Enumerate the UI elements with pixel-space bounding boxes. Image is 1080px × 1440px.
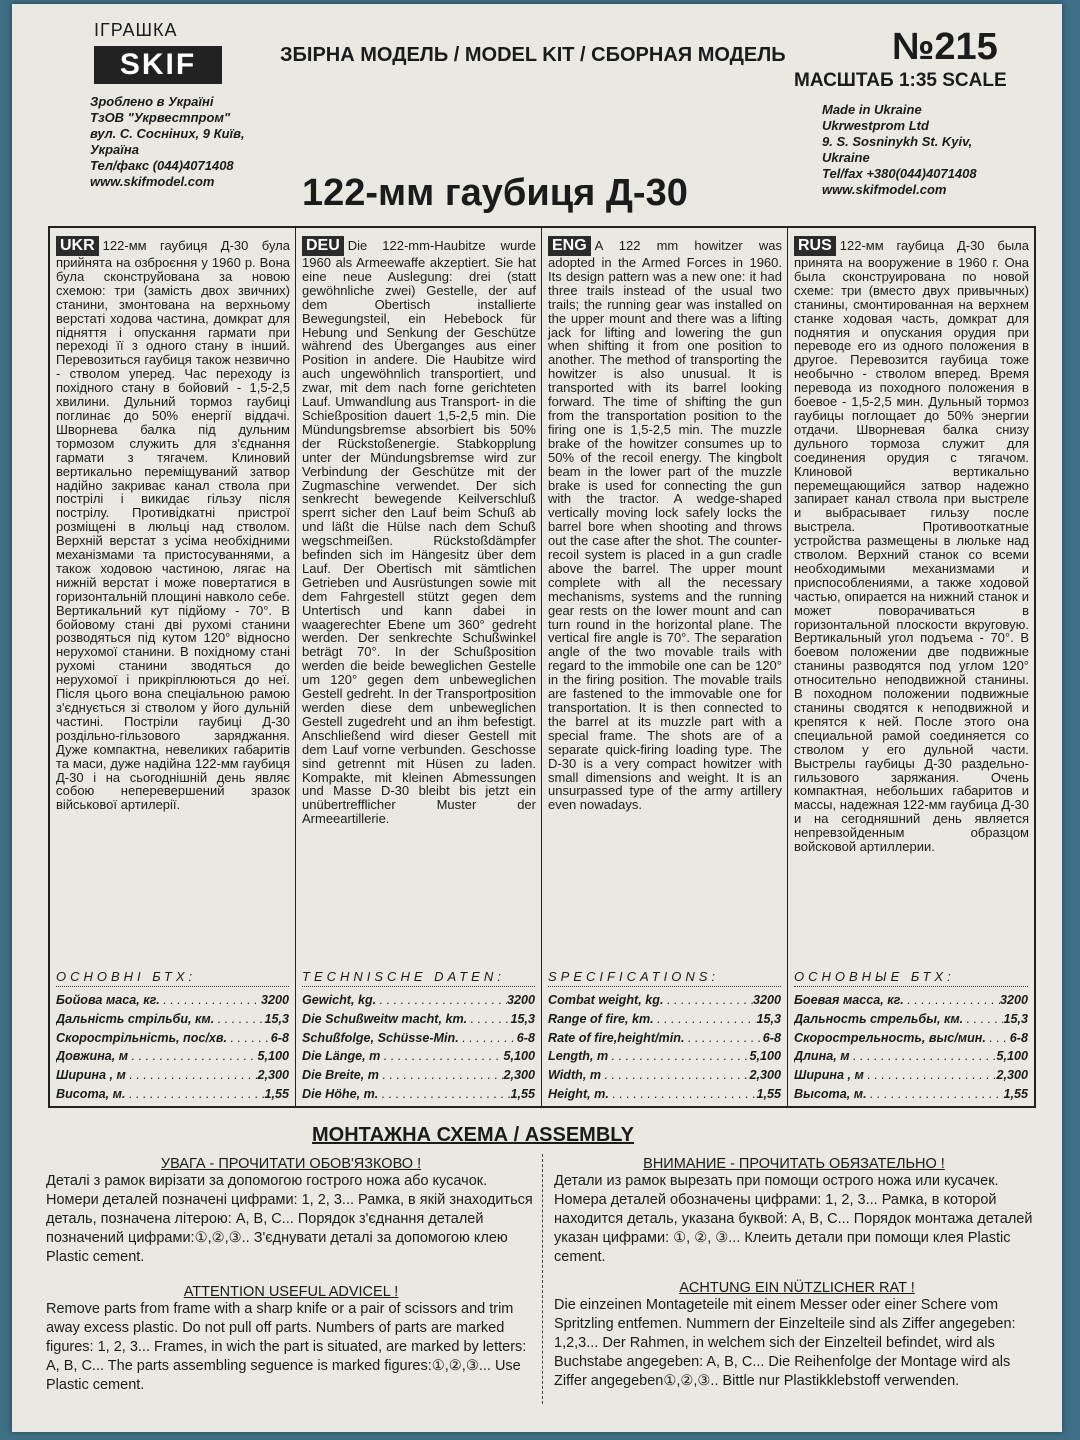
kit-number: №215 bbox=[892, 26, 998, 68]
spec-value: 2,300 bbox=[996, 1068, 1028, 1083]
spec-label: Die Breite, m . . . bbox=[302, 1066, 503, 1085]
warning-text-ukr: Деталі з рамок вирізати за допомогою гострого ножа або кусачок. Номери деталей позначені цифрами: 1, 2, 3... Рамка, в якій знаходиться деталь, позначена літерою: А, В, С... Порядок з'єднання деталей позначений цифрами:①,②,③.. З'єднувати деталі за допомогою клею Plastic cement. bbox=[46, 1173, 533, 1265]
spec-value: 3200 bbox=[260, 992, 289, 1007]
specs-ukr bbox=[56, 970, 289, 1104]
address-line: www.skifmodel.com bbox=[90, 174, 215, 189]
address-line: Зроблено в Україні bbox=[90, 94, 214, 109]
spec-label: Height, m. . . . bbox=[548, 1085, 756, 1104]
spec-value: 15,3 bbox=[1003, 1011, 1028, 1026]
lang-tag-rus: RUS bbox=[794, 236, 836, 256]
spec-label: Дальность стрельбы, км. . . . bbox=[794, 1010, 1003, 1029]
warning-title-rus: ВНИМАНИЕ - ПРОЧИТАТЬ ОБЯЗАТЕЛЬНО ! bbox=[643, 1156, 945, 1172]
kit-line: ЗБІРНА МОДЕЛЬ / MODEL KIT / СБОРНАЯ МОДЕЛЬ bbox=[280, 44, 786, 66]
spec-title: ОСНОВНЫЕ БТХ: bbox=[794, 970, 1028, 987]
spec-row bbox=[794, 991, 1028, 1010]
spec-row bbox=[302, 1010, 535, 1029]
scale-label: МАСШТАБ 1:35 SCALE bbox=[794, 70, 1007, 91]
address-line: 9. S. Sosninykh St. Kyiv, bbox=[822, 134, 973, 149]
spec-value: 15,3 bbox=[264, 1011, 289, 1026]
address-line: Ukraine bbox=[822, 150, 870, 165]
spec-value: 5,100 bbox=[749, 1049, 781, 1064]
spec-row bbox=[302, 1085, 535, 1104]
spec-row bbox=[302, 1029, 535, 1048]
address-line: Тел/факс (044)4071408 bbox=[90, 158, 234, 173]
column-deu bbox=[296, 228, 542, 1106]
spec-row bbox=[56, 1066, 289, 1085]
spec-label: Ширина , м . . . bbox=[794, 1066, 996, 1085]
spec-label: Скорострельность, выс/мин. . . . bbox=[794, 1029, 1010, 1048]
spec-value: 5,100 bbox=[503, 1049, 535, 1064]
warning-text-eng: Remove parts from frame with a sharp knife or a pair of scissors and trim away excess plastic. Do not pull off parts. Numbers of parts are marked figures: 1, 2, 3... Frames, in wich the part is situated, are marked by letters: A, B, C... The parts assembling seguence is marked figures:①,②,③... Use Plastic cement. bbox=[46, 1301, 527, 1393]
spec-value: 6-8 bbox=[270, 1030, 289, 1045]
address-line: ТзОВ "Укрвестпром" bbox=[90, 110, 231, 125]
spec-row bbox=[794, 1085, 1028, 1104]
skif-logo: SKIF bbox=[94, 46, 222, 84]
spec-label: Rate of fire,height/min. . . . bbox=[548, 1029, 763, 1048]
brand-tagline: ІГРАШКА bbox=[94, 20, 178, 40]
spec-label: Schußfolge, Schüsse-Min. . . . bbox=[302, 1029, 517, 1048]
spec-value: 6-8 bbox=[762, 1030, 781, 1045]
spec-row bbox=[548, 1010, 781, 1029]
spec-row bbox=[302, 1047, 535, 1066]
spec-row bbox=[548, 1029, 781, 1048]
spec-row bbox=[794, 1066, 1028, 1085]
assembly-ukr bbox=[46, 1156, 536, 1267]
spec-row bbox=[56, 991, 289, 1010]
assembly-heading: МОНТАЖНА СХЕМА / ASSEMBLY bbox=[312, 1124, 635, 1146]
spec-label: Length, m . . . bbox=[548, 1047, 749, 1066]
spec-value: 1,55 bbox=[1003, 1086, 1028, 1101]
description-eng: A 122 mm howitzer was adopted in the Armed Forces in 1960. Its design pattern was a new one: it had three trails instead of the usual two trails; the running gear was installed on the upper mount and there was a lifting jack for lifting and lowering the gun when shifting it from one position to another. The method of transporting the howitzer is also unusual. It is transported with its barrel looking forward. The time of shifting the gun from the transportation position to the firing one is 1,5-2,5 min. The muzzle brake of the howitzer consumes up to 50% of the recoil energy. The kingbolt beam in the lower part of the muzzle brake is used for connecting the gun with the tractor. A wedge-shaped vertically moving lock safely locks the barrel bore when shooting and throws out the case after the shot. The counter-recoil system is placed in a gun cradle above the barrel. The upper mount complete with all the necessary mechanisms, systems and the running gear rests on the lower mount and can turn round in the horizontal plane. The vertical fire angle is 70°. The separation angle of the two movable trails with regard to the immobile one can be 120° in the firing position. The movable trails are fastened to the immovable one for transportation. It is then connected to the barrel at its muzzle part with a special frame. The shots are of a separate quick-firing loading type. The D-30 is a very compact howitzer with small dimensions and weight. It is an unsurpassed type of the army artillery even nowadays. bbox=[548, 238, 782, 813]
address-eng bbox=[822, 102, 977, 198]
spec-label: Довжина, м . . . bbox=[56, 1047, 257, 1066]
language-columns bbox=[48, 226, 1036, 1108]
warning-text-deu: Die einzeinen Montageteile mit einem Messer oder einer Schere vom Spritzling entfemen. Nummern der Einzelteile sind als Ziffer angegeben: 1,2,3... Der Rahmen, in welchem sich der Einzelteil befindet, wird als Buchstabe angegeben: A, B, C... Die Reihenfolge der Montage wird als Ziffer angegeben①,②,③.. Bittle nur Plastikklebstoff verwenden. bbox=[554, 1297, 1016, 1389]
spec-row bbox=[548, 1066, 781, 1085]
lang-tag-ukr: UKR bbox=[56, 236, 99, 256]
spec-value: 1,55 bbox=[510, 1086, 535, 1101]
address-ukr bbox=[90, 94, 245, 190]
spec-row bbox=[302, 1066, 535, 1085]
specs-eng bbox=[548, 970, 781, 1104]
spec-row bbox=[56, 1010, 289, 1029]
spec-value: 5,100 bbox=[257, 1049, 289, 1064]
address-line: www.skifmodel.com bbox=[822, 182, 947, 197]
spec-value: 2,300 bbox=[749, 1068, 781, 1083]
assembly-divider bbox=[542, 1154, 544, 1404]
warning-title-ukr: УВАГА - ПРОЧИТАТИ ОБОВ'ЯЗКОВО ! bbox=[160, 1156, 422, 1172]
spec-label: Длина, м . . . bbox=[794, 1047, 996, 1066]
warning-text-rus: Детали из рамок вырезать при помощи острого ножа или кусачек. Номера деталей обозначены цифрами: 1, 2, 3... Рамка, в которой находится деталь, указана буквой: А, В, С... Порядок монтажа деталей указан цифрами: ①, ②, ③... Клеить детали при помощи клея Plastic cement. bbox=[554, 1173, 1033, 1265]
spec-row bbox=[548, 991, 781, 1010]
spec-value: 2,300 bbox=[503, 1068, 535, 1083]
spec-value: 5,100 bbox=[996, 1049, 1028, 1064]
address-line: вул. С. Сосніних, 9 Київ, bbox=[90, 126, 245, 141]
specs-rus bbox=[794, 970, 1028, 1104]
assembly-eng bbox=[46, 1284, 536, 1395]
spec-title: SPECIFICATIONS: bbox=[548, 970, 781, 987]
lang-tag-deu: DEU bbox=[302, 236, 344, 256]
spec-label: Бойова маса, кг. . . . bbox=[56, 991, 261, 1010]
lang-tag-eng: ENG bbox=[548, 236, 591, 256]
spec-label: Range of fire, km. . . . bbox=[548, 1010, 756, 1029]
assembly-deu bbox=[554, 1280, 1040, 1391]
spec-value: 6-8 bbox=[516, 1030, 535, 1045]
spec-label: Высота, м. . . . bbox=[794, 1085, 1003, 1104]
spec-label: Дальність стрільби, км. . . . bbox=[56, 1010, 264, 1029]
spec-label: Ширина , м . . . bbox=[56, 1066, 257, 1085]
spec-title: TECHNISCHE DATEN: bbox=[302, 970, 535, 987]
assembly-rus bbox=[554, 1156, 1034, 1267]
spec-value: 6-8 bbox=[1009, 1030, 1028, 1045]
spec-label: Скорострільність, пос/хв. . . . bbox=[56, 1029, 271, 1048]
spec-row bbox=[548, 1085, 781, 1104]
spec-value: 15,3 bbox=[756, 1011, 781, 1026]
description-ukr: 122-мм гаубиця Д-30 була прийнята на озброєння у 1960 р. Вона була сконструйована за новою схемою: три (замість двох звичних) станини, змонтована на верхньому верстаті ходова частина, домкрат для підняття і опускання гармати при переході її з одного стану в інший. Перевозиться гаубиця також незвично - стволом уперед. Час переходу із похідного стану в бойовий - 1,5-2,5 хвилини. Дульний тормоз гаубиці поглинає до 50% енергії віддачі. Шворнева балка під дульним тормозом служить для з'єднання гармати з тягачем. Клиновий вертикально переміщуваний затвор надійно закриває канал ствола при пострілі і викидає гільзу після пострілу. Противідкатні пристрої розміщені в люльці над стволом. Верхній верстат з усіма необхідними механізмами та пристосуваннями, а також ходовою частиною, лягає на нижній верстат і може повертатися в горизонтальній площині навколо себе. Вертикальний кут підйому - 70°. В бойовому стані дві рухомі станини розводяться під кутом 120° відносно нерухомої станини. В похідному стані рухомі станини зводяться до нерухомої і прикріплюються до неї. Після цього вона спеціальною рамою з'єднується зі стволом у його дульній частині. Постріли гаубиці Д-30 роздільно-гільзового заряджання. Дуже компактна, невеликих габаритів та маси, дуже надійна 122-мм гаубиця Д-30 і на сьогоднішній день являє собою неперевершений зразок військової артилерії. bbox=[56, 238, 290, 813]
spec-row bbox=[794, 1029, 1028, 1048]
spec-value: 3200 bbox=[999, 992, 1028, 1007]
address-line: Ukrwestprom Ltd bbox=[822, 118, 929, 133]
column-ukr bbox=[50, 228, 296, 1106]
spec-value: 3200 bbox=[752, 992, 781, 1007]
spec-title: ОСНОВНІ БТХ: bbox=[56, 970, 289, 987]
description-rus: 122-мм гаубица Д-30 была принята на вооружение в 1960 г. Она была сконструирована по новой схеме: три (вместо двух привычных) станины, смонтированная на верхнем станке ходовая часть, домкрат для поднятия и опускания орудия при переводе его из одного положения в другое. Перевозится гаубица тоже необычно - стволом вперед. Время перевода из походного положения в боевое - 1,5-2,5 мин. Дульный тормоз гаубицы поглощает до 50% энергии отдачи. Шворневая балка снизу дульного тормоза служит для соединения орудия с тягачом. Клиновой вертикально перемещающийся затвор надежно запирает канал ствола при выстреле и выбрасывает гильзу после выстрела. Противооткатные устройства размещены в люльке над стволом. Верхний станок со всеми необходимыми механизмами и приспособлениями, а также ходовой частью, опирается на нижний станок и может поворачиваться в горизонтальной плоскости вкруговую. Вертикальный угол подъема - 70°. В боевом положении две подвижные станины разводятся под углом 120° относительно неподвижной станины. В походном положении подвижные станины сводятся к неподвижной и крепятся к ней. После этого она специальной рамой соединяется со стволом у его дульной части. Выстрелы гаубицы Д-30 раздельно-гильзового заряжания. Очень компактная, небольших габаритов и массы, надежная 122-мм гаубица Д-30 и на сегодняшний день является непревзойденным образцом войсковой артиллерии. bbox=[794, 238, 1029, 855]
spec-label: Висота, м. . . . bbox=[56, 1085, 264, 1104]
spec-label: Combat weight, kg. . . . bbox=[548, 991, 753, 1010]
instruction-sheet bbox=[12, 4, 1062, 1432]
address-line: Tel/fax +380(044)4071408 bbox=[822, 166, 977, 181]
column-rus bbox=[788, 228, 1034, 1106]
spec-value: 1,55 bbox=[264, 1086, 289, 1101]
spec-row bbox=[302, 991, 535, 1010]
spec-label: Die Schußweitw macht, km. . . . bbox=[302, 1010, 510, 1029]
specs-deu bbox=[302, 970, 535, 1104]
spec-label: Die Länge, m . . . bbox=[302, 1047, 503, 1066]
spec-row bbox=[548, 1047, 781, 1066]
spec-row bbox=[56, 1085, 289, 1104]
spec-value: 2,300 bbox=[257, 1068, 289, 1083]
spec-row bbox=[794, 1047, 1028, 1066]
address-line: Україна bbox=[90, 142, 139, 157]
column-eng bbox=[542, 228, 788, 1106]
page-title: 122-мм гаубиця Д-30 bbox=[302, 172, 688, 214]
spec-value: 15,3 bbox=[510, 1011, 535, 1026]
spec-row bbox=[794, 1010, 1028, 1029]
spec-label: Width, m . . . bbox=[548, 1066, 749, 1085]
warning-title-eng: ATTENTION USEFUL ADVICEL ! bbox=[183, 1284, 399, 1300]
spec-value: 1,55 bbox=[756, 1086, 781, 1101]
warning-title-deu: ACHTUNG EIN NÜTZLICHER RAT ! bbox=[679, 1280, 915, 1296]
description-deu: Die 122-mm-Haubitze wurde 1960 als Armeewaffe akzeptiert. Sie hat eine neue Auslegung: drei (statt gewöhnliche zwei) Gestelle, der auf dem Obertisch installierte Bewegungsteil, ein Hebebock für Hebung und Senkung der Geschütze während des Überganges aus einer Position in andere. Die Haubitze wird auch ungewöhnlich transportiert, und zwar, mit dem nach forne gerichteten Lauf. Umwandlung aus Transport- in die Schießposition dauert 1,5-2,5 min. Die Mündungsbremse absorbiert bis 50% der Rückstoßenergie. Stabkopplung unter der Mündungsbremse wird zur Verbindung der Geschütze mit der Zugmaschine verwendet. Der sich senkrecht bewegende Keilverschluß sperrt sicher den Lauf beim Schuß ab und läßt die Hülse nach dem Schuß wegschmeißen. Rückstoßdämpfer befinden sich im Hängesitz über dem Lauf. Der Obertisch mit sämtlichen Getrieben und Ausrüstungen sowie mit dem Fahrgestell stützt gegen dem Untertisch und kann dabei in waagerechter Ebene um 360° gedreht werden. Der senkrechte Schußwinkel beträgt 70°. In der Schußposition werden die beide beweglichen Gestelle um 120° gegen dem unbeweglichen Gestell gedreht. In der Transportposition werden diese dem unbeweglichen Gestell zugedreht und an ihm befestigt. Anschließend wird dieser Gestell mit dem Lauf vorne verbunden. Geschosse sind getrennt mit Hüsen zu laden. Kompakte, mit kleinen Abmessungen und Masse D-30 bleibt bis jetzt ein unübertrefflicher Muster der Armeeartillerie. bbox=[302, 238, 536, 827]
address-line: Made in Ukraine bbox=[822, 102, 922, 117]
spec-label: Gewicht, kg. . . . bbox=[302, 991, 507, 1010]
spec-row bbox=[56, 1029, 289, 1048]
spec-row bbox=[56, 1047, 289, 1066]
spec-label: Die Höhe, m. . . . bbox=[302, 1085, 510, 1104]
spec-value: 3200 bbox=[506, 992, 535, 1007]
spec-label: Боевая масса, кг. . . . bbox=[794, 991, 1000, 1010]
